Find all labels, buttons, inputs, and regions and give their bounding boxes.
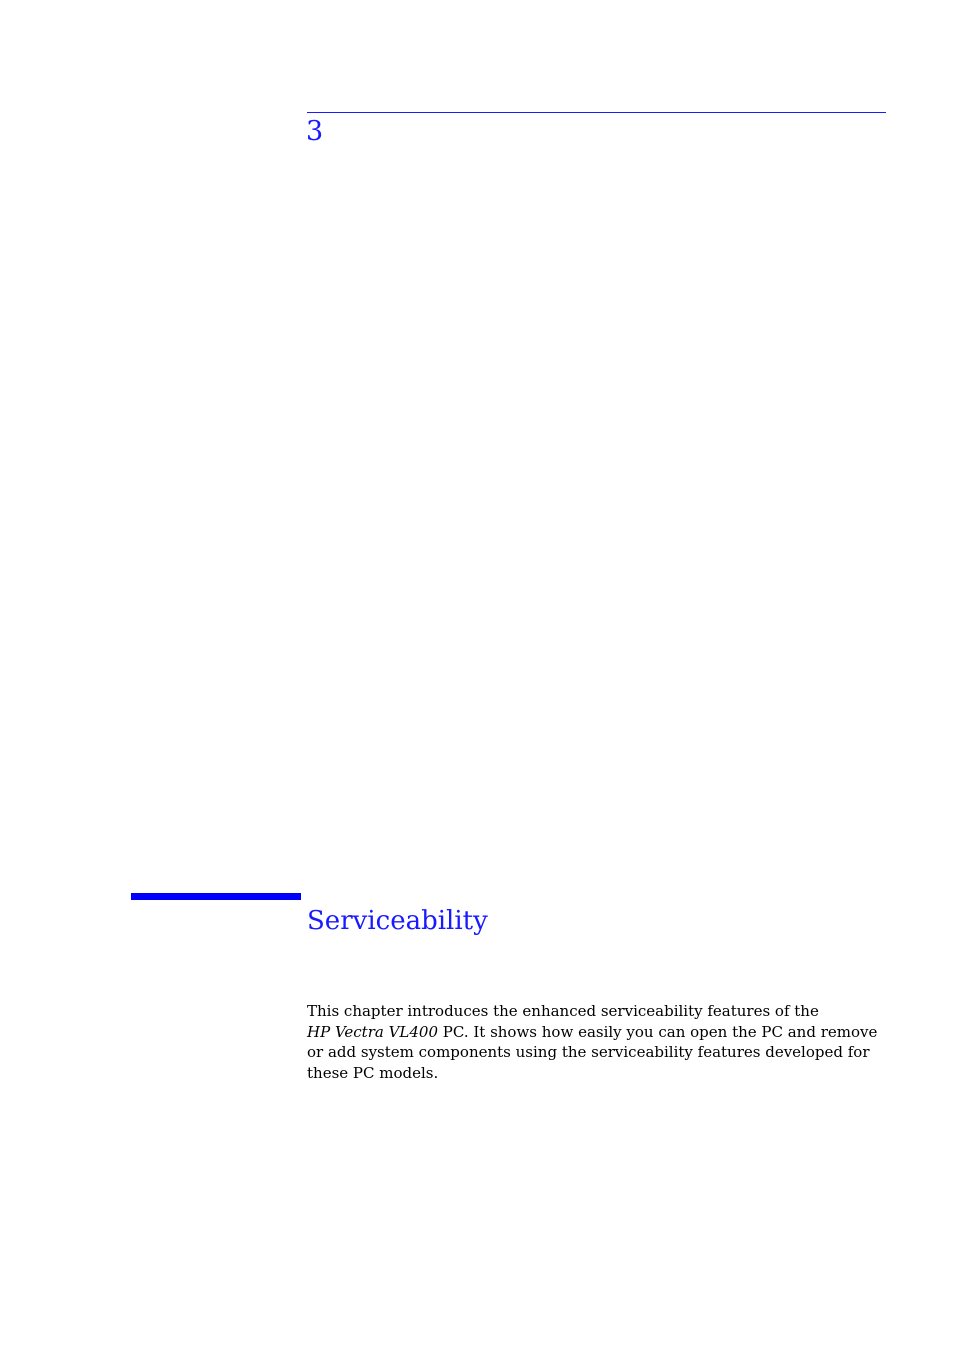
- chapter-title-bar: [131, 893, 301, 900]
- intro-line-4: these PC models.: [307, 1064, 439, 1083]
- chapter-title: Serviceability: [307, 906, 488, 936]
- chapter-top-rule: [307, 112, 886, 113]
- intro-paragraph: [307, 1001, 892, 1084]
- intro-line-3: or add system components using the serviceability features developed for: [307, 1043, 870, 1062]
- chapter-number: 3: [306, 116, 324, 147]
- intro-line-1: This chapter introduces the enhanced serviceability features of the: [307, 1002, 819, 1020]
- intro-line-2: PC. It shows how easily you can open the PC and remove: [438, 1022, 878, 1041]
- product-name: HP Vectra VL400: [307, 1022, 439, 1041]
